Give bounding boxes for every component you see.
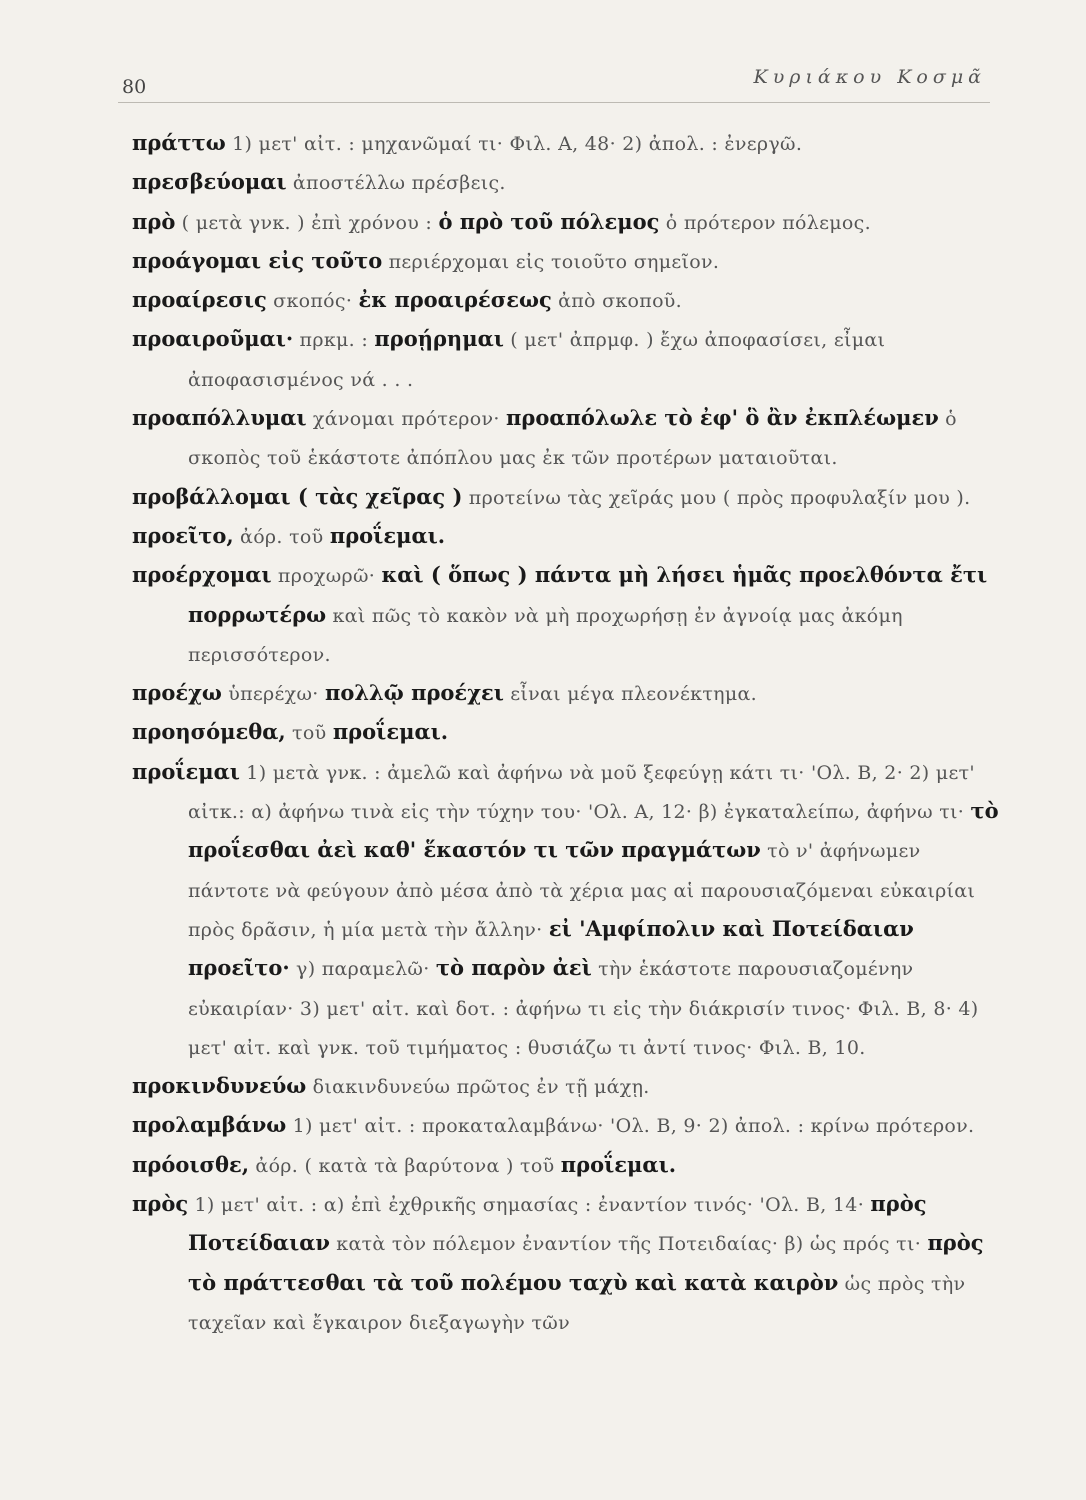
definition: ἀποστέλλω πρέσβεις.: [286, 172, 506, 195]
page-header: [118, 62, 990, 103]
definition: ἀόρ. τοῦ: [233, 525, 330, 548]
example-phrase: πρὸς Ποτείδαιαν: [188, 1191, 927, 1256]
definition: ἀπὸ σκοποῦ.: [551, 290, 683, 313]
definition: 1) μετὰ γνκ. : ἀμελῶ καὶ ἀφήνω νὰ μοῦ ξεφεύγῃ κάτι τι· 'Ολ. Β, 2· 2) μετ' αἰτκ.: α) ἀφήνω τινὰ εἰς τὴν τύχην του· 'Ολ. Α, 12· β) ἐγκαταλείπω, ἀφήνω τι·: [188, 761, 975, 824]
example-phrase: πρὸς τὸ πράττεσθαι τὰ τοῦ πολέμου ταχὺ καὶ κατὰ καιρὸν: [188, 1230, 984, 1295]
definition: 1) μετ' αἰτ. : μηχανῶμαί τι· Φιλ. Α, 48· 2) ἀπολ. : ἐνεργῶ.: [225, 133, 803, 155]
headword: πρεσβεύομαι: [132, 169, 287, 195]
headword: προαπόλλυμαι: [132, 405, 307, 431]
cross-reference: προΐεμαι.: [329, 522, 446, 548]
definition: ὁ σκοπὸς τοῦ ἑκάστοτε ἀπόπλου μας ἐκ τῶν προτέρων ματαιοῦται.: [188, 408, 957, 470]
definition: 1) μετ' αἰτ. : προκαταλαμβάνω· 'Ολ. Β, 9· 2) ἀπολ. : κρίνω πρότερον.: [286, 1115, 975, 1138]
entry-pratto: [132, 124, 1000, 163]
definition: καὶ πῶς τὸ κακὸν νὰ μὴ προχωρήσῃ ἐν ἀγνοίᾳ μας ἀκόμη περισσότερον.: [188, 604, 903, 666]
definition: γ) παραμελῶ·: [289, 958, 436, 981]
entry-proairoumai: [132, 320, 1000, 399]
entry-proesometha: [132, 713, 1000, 752]
headword: προΐεμαι: [132, 758, 240, 784]
entry-prooisthe: [132, 1146, 1000, 1185]
example-phrase: εἰ 'Αμφίπολιν καὶ Ποτείδαιαν προεῖτο·: [188, 915, 914, 981]
headword: προαίρεσις: [132, 287, 267, 313]
entry-proeito: [132, 517, 1000, 556]
headword: προέρχομαι: [132, 562, 272, 588]
definition: χάνομαι πρότερον·: [306, 408, 507, 431]
headword: πρόοισθε,: [132, 1151, 250, 1177]
entry-pros: [132, 1185, 1000, 1342]
entry-proagomai: [132, 242, 1000, 281]
example-phrase: ὁ πρὸ τοῦ πόλεμος: [438, 208, 660, 234]
page-number: 80: [122, 76, 147, 98]
entry-proecho: [132, 674, 1000, 713]
entry-prokindyneuo: [132, 1067, 1000, 1106]
headword: προλαμβάνω: [132, 1112, 287, 1138]
headword: πράττω: [132, 130, 226, 155]
headword: προησόμεθα,: [132, 719, 286, 745]
example-phrase: τὸ προΐεσθαι ἀεὶ καθ' ἕκαστόν τι τῶν πραγμάτων: [188, 798, 999, 863]
example-phrase: ἐκ προαιρέσεως: [358, 287, 552, 313]
definition: τὴν ἑκάστοτε παρουσιαζομένην εὐκαιρίαν· 3) μετ' αἰτ. καὶ δοτ. : ἀφήνω τι εἰς τὴν διάκρισίν τινος· Φιλ. Β, 8· 4) μετ' αἰτ. καὶ γνκ. τοῦ τιμήματος : θυσιάζω τι ἀντί τινος· Φιλ. Β, 10.: [188, 958, 979, 1059]
definition: ὁ πρότερον πόλεμος.: [659, 211, 871, 234]
definition: 1) μετ' αἰτ. : α) ἐπὶ ἐχθρικῆς σημασίας : ἐναντίον τινός· 'Ολ. Β, 14·: [188, 1194, 871, 1217]
definition: πρκμ. :: [293, 329, 375, 352]
cross-reference: προΐεμαι.: [332, 719, 449, 745]
entry-proapollymai: [132, 399, 1000, 478]
entry-proiemai: [132, 753, 1000, 1067]
definition: προχωρῶ·: [271, 565, 382, 588]
example-phrase: καὶ ( ὅπως ) πάντα μὴ λήσει ἡμᾶς προελθόντα ἔτι πορρωτέρω: [188, 562, 988, 627]
definition: εἶναι μέγα πλεονέκτημα.: [503, 683, 757, 706]
entry-proballomai: [132, 478, 1000, 517]
definition: ὑπερέχω·: [221, 683, 325, 706]
headword: πρὸ: [132, 208, 176, 234]
headword: προέχω: [132, 680, 222, 706]
definition: κατὰ τὸν πόλεμον ἐναντίον τῆς Ποτειδαίας· β) ὡς πρός τι·: [329, 1233, 928, 1256]
definition: διακινδυνεύω πρῶτος ἐν τῇ μάχῃ.: [306, 1076, 650, 1099]
entry-proairesis: [132, 281, 1000, 320]
definition: ἀόρ. ( κατὰ τὰ βαρύτονα ) τοῦ: [249, 1154, 561, 1177]
definition: ὡς πρὸς τὴν ταχεῖαν καὶ ἔγκαιρον διεξαγωγὴν τῶν: [188, 1272, 966, 1334]
example-phrase: τὸ παρὸν ἀεὶ: [435, 955, 592, 981]
example-phrase: εἰς τοῦτο: [261, 247, 383, 273]
definition: τοῦ: [285, 722, 333, 745]
headword: προκινδυνεύω: [132, 1073, 307, 1099]
example-phrase: προαπόλωλε τὸ ἐφ' ὃ ἂν ἐκπλέωμεν: [506, 405, 939, 431]
entry-proerchomai: [132, 556, 1000, 674]
example-phrase: προῄρημαι: [374, 326, 504, 352]
entry-prolambano: [132, 1106, 1000, 1145]
running-title: Κυριάκου Κοσμᾶ: [753, 66, 986, 88]
definition: περιέρχομαι εἰς τοιοῦτο σημεῖον.: [382, 250, 720, 273]
definition: τὸ ν' ἀφήνωμεν πάντοτε νὰ φεύγουν ἀπὸ μέσα ἀπὸ τὰ χέρια μας αἱ παρουσιαζόμεναι εὐκαιρίαι πρὸς δρᾶσιν, ἡ μία μετὰ τὴν ἄλλην·: [188, 840, 976, 941]
entry-presbeuomai: [132, 163, 1000, 202]
cross-reference: προΐεμαι.: [560, 1151, 677, 1177]
entry-pro: [132, 203, 1000, 242]
example-phrase: πολλῷ προέχει: [324, 680, 504, 706]
definition: σκοπός·: [266, 290, 359, 313]
headword: πρὸς: [132, 1191, 189, 1217]
headword: προάγομαι: [132, 247, 262, 273]
headword: προβάλλομαι ( τὰς χεῖρας ): [132, 483, 463, 509]
definition: ( μετ' ἀπρμφ. ) ἔχω ἀποφασίσει, εἶμαι ἀποφασισμένος νά . . .: [188, 329, 886, 391]
definition: προτείνω τὰς χεῖράς μου ( πρὸς προφυλαξίν μου ).: [462, 486, 971, 509]
headword: προεῖτο,: [132, 522, 234, 548]
headword: προαιροῦμαι·: [132, 326, 294, 352]
definition: ( μετὰ γνκ. ) ἐπὶ χρόνου :: [175, 211, 439, 234]
entry-list: [132, 124, 1000, 1342]
